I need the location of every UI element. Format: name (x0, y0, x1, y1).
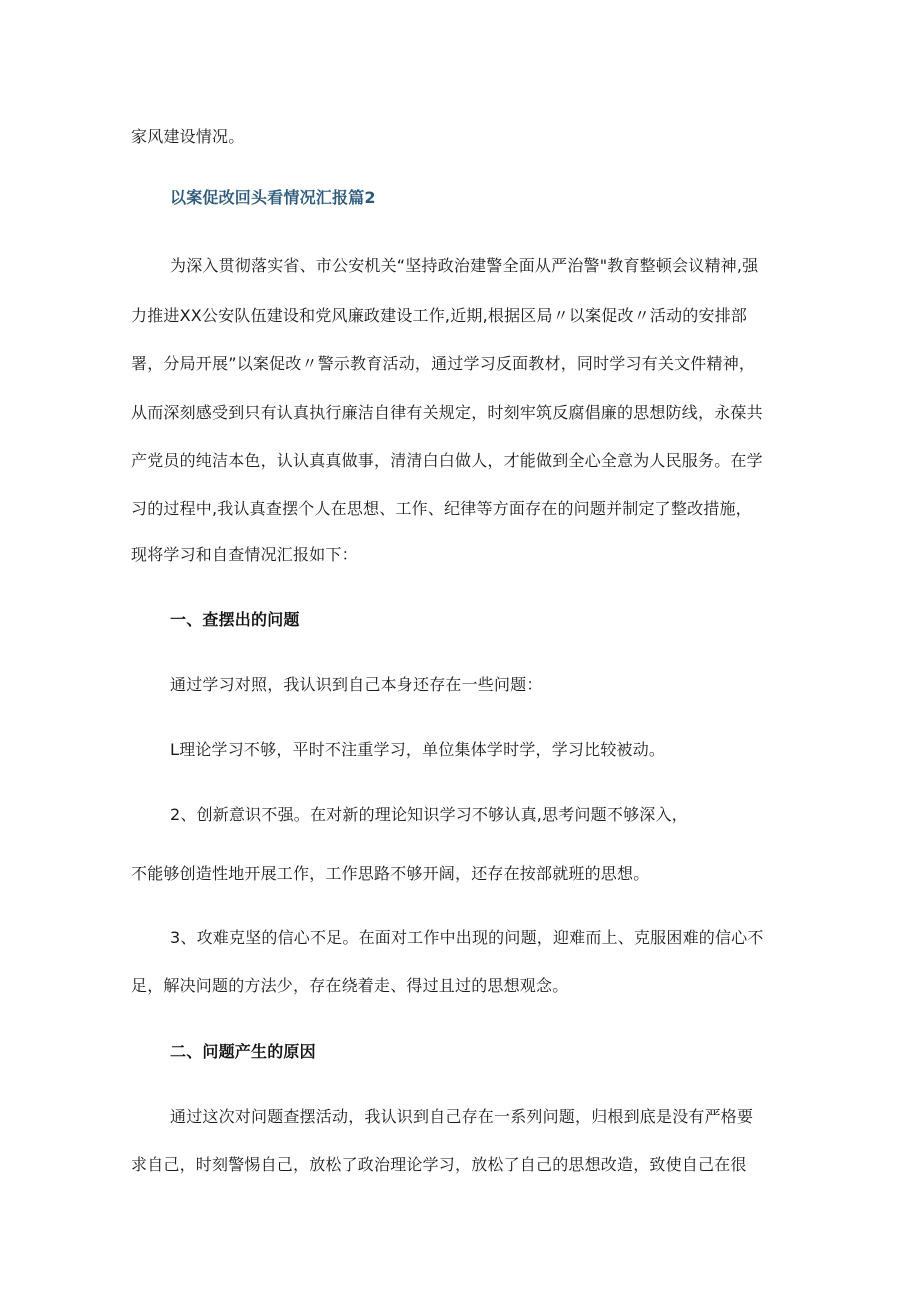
problems-intro-text: 通过学习对照，我认识到自己本身还存在一些问题： (170, 675, 543, 694)
heading-causes: 二、问题产生的原因 (170, 1042, 316, 1061)
intro-paragraph-line: 从而深刻感受到只有认真执行廉洁自律有关规定，时刻牢筑反腐倡廉的思想防线，永葆共 (131, 403, 763, 422)
intro-paragraph-line: 力推进XX公安队伍建设和党风廉政建设工作,近期,根据区局〃以案促改〃活动的安排部 (131, 306, 748, 325)
problem-item-3-line-1: 3、攻难克坚的信心不足。在面对工作中出现的问题，迎难而上、克服困难的信心不 (170, 928, 764, 947)
intro-tail-text: 家风建设情况。 (131, 127, 245, 146)
intro-paragraph-line: 为深入贯彻落实省、市公安机关“坚持政治建警全面从严治警"教育整顿会议精神,强 (170, 256, 759, 275)
problem-item-3-line-2: 足，解决问题的方法少，存在绕着走、得过且过的思想观念。 (131, 976, 569, 995)
problem-item-2-line-1: 2、创新意识不强。在对新的理论知识学习不够认真,思考问题不够深入， (170, 805, 688, 824)
intro-paragraph-line: 习的过程中,我认真查摆个人在思想、工作、纪律等方面存在的问题并制定了整改措施， (131, 499, 752, 518)
intro-paragraph-line: 产党员的纯洁本色，认认真真做事，清清白白做人，才能做到全心全意为人民服务。在学 (131, 451, 763, 470)
section-title: 以案促改回头看情况汇报篇2 (170, 188, 376, 207)
problem-item-2-line-2: 不能够创造性地开展工作，工作思路不够开阔，还存在按部就班的思想。 (131, 864, 650, 883)
intro-paragraph-line: 署，分局开展”以案促改〃警示教育活动，通过学习反面教材，同时学习有关文件精神， (131, 354, 756, 373)
problem-item-1: L理论学习不够，平时不注重学习，单位集体学时学，学习比较被动。 (170, 740, 666, 759)
heading-problems: 一、查摆出的问题 (170, 610, 300, 629)
causes-paragraph-line: 通过这次对问题查摆活动，我认识到自己存在一系列问题，归根到底是没有严格要 (170, 1107, 754, 1126)
causes-paragraph-line: 求自己，时刻警惕自己，放松了政治理论学习，放松了自己的思想改造，致使自己在很 (131, 1155, 747, 1174)
intro-paragraph-line: 现将学习和自查情况汇报如下： (131, 545, 358, 564)
